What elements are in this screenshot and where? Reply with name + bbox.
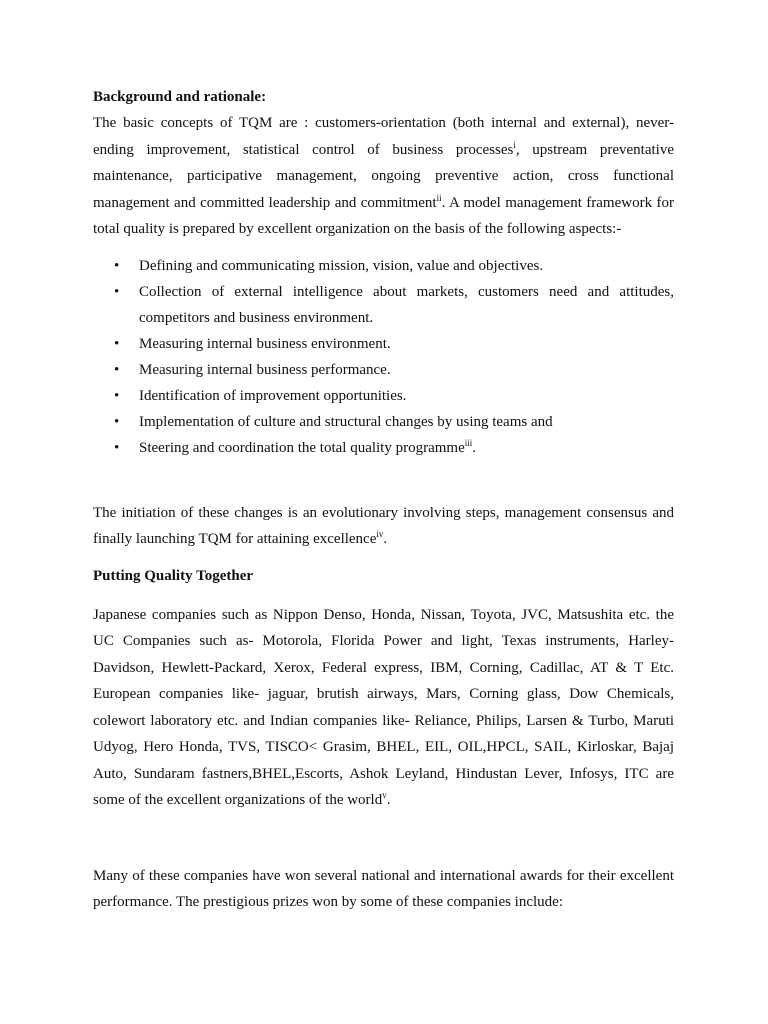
bullet-icon: • (114, 361, 120, 378)
paragraph-initiation (93, 500, 674, 553)
list-item (93, 279, 674, 331)
list-item-text: Measuring internal business environment. (139, 335, 391, 352)
list-item-text: Collection of external intelligence about markets, customers need and attitudes, competitors and business environment. (139, 283, 674, 326)
paragraph-text: . A model management framework for total quality is prepared by excellent organization on the basis of the following aspects:- (93, 194, 674, 237)
paragraph-awards: Many of these companies have won several national and international awards for their excellent performance. The prestigious prizes won by some of these companies include: (93, 867, 674, 910)
list-item (93, 383, 674, 409)
bullet-icon: • (114, 439, 120, 456)
list-item-text: . (472, 439, 477, 456)
footnote-ref[interactable]: iii (464, 437, 473, 448)
list-item-text: Identification of improvement opportunities. (139, 387, 407, 404)
list-item (93, 331, 674, 357)
document-page (93, 84, 674, 916)
bullet-icon: • (114, 283, 120, 300)
bullet-icon: • (114, 257, 120, 274)
section-heading-putting-quality: Putting Quality Together (93, 567, 254, 584)
footnote-ref[interactable]: iv (376, 529, 384, 539)
paragraph-text: , upstream preventative maintenance, participative management, ongoing preventive action, cross functional management and committed leadership and commitment (93, 141, 674, 211)
bullet-icon: • (114, 335, 120, 352)
footnote-ref[interactable]: ii (436, 192, 442, 203)
paragraph-text: The basic concepts of TQM are : customers-orientation (both internal and external), never-ending improvement, statistical control of business processes (93, 115, 674, 158)
paragraph-companies (93, 602, 674, 814)
bullet-icon: • (114, 413, 120, 430)
list-item-text: Implementation of culture and structural changes by using teams and (139, 413, 553, 430)
footnote-ref[interactable]: i (513, 139, 516, 150)
paragraph-text: . (386, 792, 391, 808)
list-item (93, 253, 674, 279)
list-item-text: Defining and communicating mission, vision, value and objectives. (139, 257, 544, 274)
section-heading-background: Background and rationale: (93, 89, 267, 105)
list-item-text: Steering and coordination the total quality programme (139, 439, 465, 456)
list-item (93, 435, 674, 461)
aspects-bullet-list (93, 253, 674, 461)
paragraph-text: . (383, 531, 388, 547)
list-item (93, 409, 674, 435)
list-item-text: Measuring internal business performance. (139, 361, 391, 378)
footnote-ref[interactable]: v (382, 790, 387, 800)
paragraph-text: The initiation of these changes is an evolutionary involving steps, management consensus and finally launching TQM for attaining excellence (93, 504, 674, 547)
bullet-icon: • (114, 387, 120, 404)
list-item (93, 357, 674, 383)
paragraph-text: Japanese companies such as Nippon Denso, Honda, Nissan, Toyota, JVC, Matsushita etc. the UC Companies such as- Motorola, Florida Power and light, Texas instruments, Harley-Davidson, Hewlett-Packard, Xerox, Federal express, IBM, Corning, Cadillac, AT & T Etc. European companies like- jaguar, brutish airways, Mars, Corning glass, Dow Chemicals, colewort laboratory etc. and Indian companies like- Reliance, Philips, Larsen & Turbo, Maruti Udyog, Hero Honda, TVS, TISCO< Grasim, BHEL, EIL, OIL,HPCL, SAIL, Kirloskar, Bajaj Auto, Sundaram fastners,BHEL,Escorts, Ashok Leyland, Hindustan Lever, Infosys, ITC are some of the excellent organizations of the world (93, 606, 674, 808)
paragraph-tqm-concepts (93, 110, 674, 243)
